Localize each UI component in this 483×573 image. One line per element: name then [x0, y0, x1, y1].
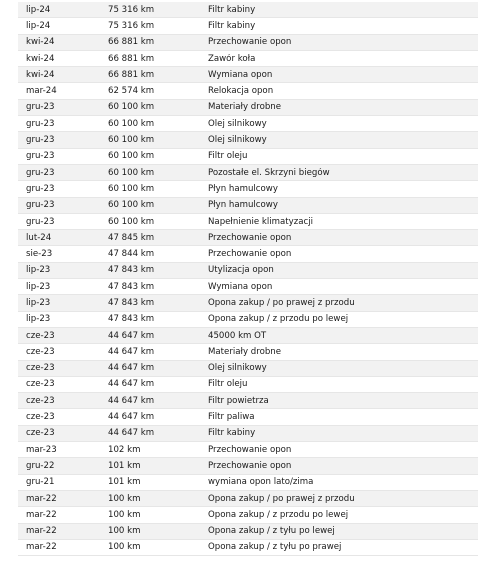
service-description: Płyn hamulcowy	[208, 200, 278, 211]
service-date: mar-22	[26, 509, 57, 520]
odometer-reading: 47 843 km	[108, 314, 155, 325]
table-row	[18, 524, 478, 540]
service-description: Relokacja opon	[208, 86, 274, 97]
service-description: Olej silnikowy	[208, 363, 267, 374]
odometer-reading: 66 881 km	[108, 69, 155, 80]
service-description: Filtr kabiny	[208, 4, 256, 15]
service-date: gru-22	[26, 460, 55, 471]
service-description: Opona zakup / z przodu po lewej	[208, 509, 349, 520]
service-date: lip-24	[26, 4, 51, 15]
odometer-reading: 60 100 km	[108, 200, 155, 211]
service-date: cze-23	[26, 395, 55, 406]
table-row	[18, 116, 478, 132]
table-row	[18, 100, 478, 116]
table-row	[18, 458, 478, 474]
service-date: gru-21	[26, 477, 55, 488]
odometer-reading: 101 km	[108, 460, 141, 471]
table-row	[18, 312, 478, 328]
service-description: Płyn hamulcowy	[208, 183, 278, 194]
service-description: Napełnienie klimatyzacji	[208, 216, 313, 227]
table-row	[18, 295, 478, 311]
table-row	[18, 540, 478, 556]
service-date: gru-23	[26, 167, 55, 178]
service-description: Zawór koła	[208, 53, 256, 64]
odometer-reading: 60 100 km	[108, 216, 155, 227]
service-date: cze-23	[26, 412, 55, 423]
service-description: Opona zakup / z tyłu po lewej	[208, 526, 335, 537]
service-date: gru-23	[26, 135, 55, 146]
odometer-reading: 47 845 km	[108, 232, 155, 243]
odometer-reading: 62 574 km	[108, 86, 155, 97]
odometer-reading: 44 647 km	[108, 395, 155, 406]
table-row	[18, 393, 478, 409]
service-description: Przechowanie opon	[208, 444, 292, 455]
odometer-reading: 75 316 km	[108, 20, 155, 31]
odometer-reading: 66 881 km	[108, 37, 155, 48]
odometer-reading: 47 843 km	[108, 281, 155, 292]
service-date: lip-23	[26, 265, 51, 276]
odometer-reading: 47 843 km	[108, 265, 155, 276]
service-date: gru-23	[26, 216, 55, 227]
service-date: cze-23	[26, 346, 55, 357]
odometer-reading: 101 km	[108, 477, 141, 488]
table-row	[18, 409, 478, 425]
table-row	[18, 198, 478, 214]
table-row	[18, 279, 478, 295]
service-date: gru-23	[26, 151, 55, 162]
service-description: Filtr oleju	[208, 151, 248, 162]
table-row	[18, 377, 478, 393]
table-row	[18, 442, 478, 458]
odometer-reading: 100 km	[108, 509, 141, 520]
table-row	[18, 263, 478, 279]
odometer-reading: 100 km	[108, 493, 141, 504]
odometer-reading: 60 100 km	[108, 135, 155, 146]
odometer-reading: 66 881 km	[108, 53, 155, 64]
service-date: mar-22	[26, 493, 57, 504]
service-description: Opona zakup / po prawej z przodu	[208, 297, 355, 308]
odometer-reading: 47 844 km	[108, 249, 155, 260]
table-row	[18, 491, 478, 507]
service-description: Filtr kabiny	[208, 20, 256, 31]
service-date: kwi-24	[26, 69, 55, 80]
odometer-reading: 100 km	[108, 542, 141, 553]
odometer-reading: 44 647 km	[108, 428, 155, 439]
odometer-reading: 100 km	[108, 526, 141, 537]
service-date: lip-23	[26, 314, 51, 325]
service-date: mar-22	[26, 526, 57, 537]
service-date: mar-23	[26, 444, 57, 455]
service-date: cze-23	[26, 379, 55, 390]
odometer-reading: 44 647 km	[108, 363, 155, 374]
service-date: gru-23	[26, 102, 55, 113]
service-description: Wymiana opon	[208, 69, 273, 80]
service-description: Opona zakup / z przodu po lewej	[208, 314, 349, 325]
service-date: sie-23	[26, 249, 53, 260]
table-row	[18, 507, 478, 523]
odometer-reading: 60 100 km	[108, 118, 155, 129]
service-description: Filtr oleju	[208, 379, 248, 390]
table-row	[18, 214, 478, 230]
table-row	[18, 51, 478, 67]
service-date: kwi-24	[26, 53, 55, 64]
odometer-reading: 60 100 km	[108, 102, 155, 113]
table-row	[18, 149, 478, 165]
table-row	[18, 361, 478, 377]
odometer-reading: 60 100 km	[108, 151, 155, 162]
odometer-reading: 60 100 km	[108, 183, 155, 194]
service-description: Opona zakup / po prawej z przodu	[208, 493, 355, 504]
table-row	[18, 83, 478, 99]
table-row	[18, 18, 478, 34]
service-date: mar-24	[26, 86, 57, 97]
odometer-reading: 44 647 km	[108, 346, 155, 357]
service-history-table	[18, 2, 478, 556]
table-row	[18, 165, 478, 181]
table-row	[18, 181, 478, 197]
service-description: 45000 km OT	[208, 330, 267, 341]
service-date: lut-24	[26, 232, 52, 243]
service-description: Opona zakup / z tyłu po prawej	[208, 542, 342, 553]
service-description: Materiały drobne	[208, 102, 282, 113]
service-description: Olej silnikowy	[208, 118, 267, 129]
service-date: cze-23	[26, 363, 55, 374]
table-row	[18, 67, 478, 83]
service-description: Przechowanie opon	[208, 37, 292, 48]
table-row	[18, 328, 478, 344]
odometer-reading: 44 647 km	[108, 330, 155, 341]
odometer-reading: 102 km	[108, 444, 141, 455]
service-description: Filtr powietrza	[208, 395, 269, 406]
table-row	[18, 132, 478, 148]
table-row	[18, 246, 478, 262]
service-description: Materiały drobne	[208, 346, 282, 357]
odometer-reading: 44 647 km	[108, 379, 155, 390]
table-row	[18, 344, 478, 360]
table-row	[18, 2, 478, 18]
service-date: gru-23	[26, 200, 55, 211]
table-row	[18, 35, 478, 51]
service-date: lip-23	[26, 297, 51, 308]
service-date: gru-23	[26, 118, 55, 129]
service-date: kwi-24	[26, 37, 55, 48]
service-description: Przechowanie opon	[208, 232, 292, 243]
service-description: Utylizacja opon	[208, 265, 274, 276]
service-description: Przechowanie opon	[208, 249, 292, 260]
service-date: lip-24	[26, 20, 51, 31]
service-date: cze-23	[26, 428, 55, 439]
odometer-reading: 75 316 km	[108, 4, 155, 15]
service-date: mar-22	[26, 542, 57, 553]
service-description: wymiana opon lato/zima	[208, 477, 314, 488]
service-description: Wymiana opon	[208, 281, 273, 292]
odometer-reading: 44 647 km	[108, 412, 155, 423]
service-date: gru-23	[26, 183, 55, 194]
service-description: Filtr paliwa	[208, 412, 255, 423]
service-description: Olej silnikowy	[208, 135, 267, 146]
odometer-reading: 60 100 km	[108, 167, 155, 178]
table-row	[18, 230, 478, 246]
service-description: Przechowanie opon	[208, 460, 292, 471]
table-row	[18, 475, 478, 491]
service-date: cze-23	[26, 330, 55, 341]
service-description: Pozostałe el. Skrzyni biegów	[208, 167, 330, 178]
service-description: Filtr kabiny	[208, 428, 256, 439]
odometer-reading: 47 843 km	[108, 297, 155, 308]
table-row	[18, 426, 478, 442]
service-date: lip-23	[26, 281, 51, 292]
